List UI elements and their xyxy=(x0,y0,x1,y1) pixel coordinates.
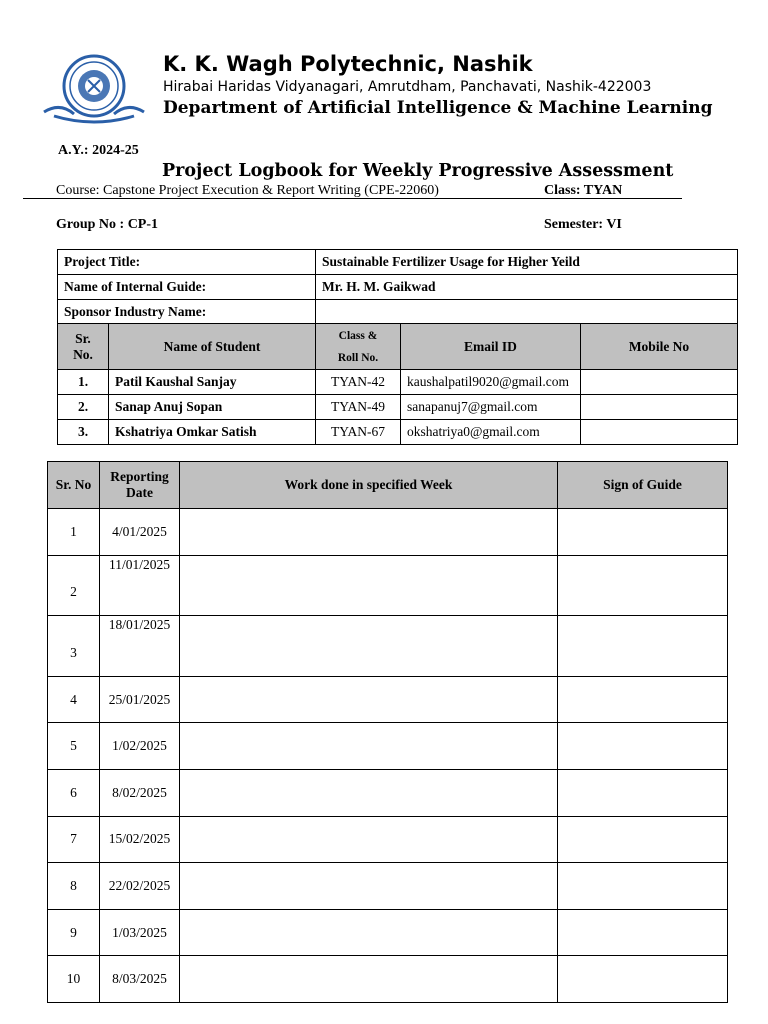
students-header-row xyxy=(58,324,738,370)
header-class-line1: Class & xyxy=(338,329,378,342)
log-date: 15/02/2025 xyxy=(100,816,180,863)
semester: Semester: VI xyxy=(544,217,622,232)
log-date: 1/03/2025 xyxy=(100,909,180,956)
log-sr: 7 xyxy=(48,816,100,863)
header-name: Name of Student xyxy=(109,324,316,370)
weekly-log-table xyxy=(47,461,728,1003)
header-sr: Sr. No. xyxy=(58,324,109,370)
header-class-roll xyxy=(316,324,401,370)
log-sign-cell xyxy=(558,909,728,956)
log-row xyxy=(48,723,728,770)
student-mobile xyxy=(581,370,738,395)
log-row xyxy=(48,956,728,1003)
student-roll: TYAN-49 xyxy=(316,395,401,420)
log-sr: 4 xyxy=(48,676,100,723)
student-sr: 1. xyxy=(58,370,109,395)
sponsor-row xyxy=(58,300,738,325)
project-title-row xyxy=(58,250,738,275)
log-date: 22/02/2025 xyxy=(100,863,180,910)
log-row xyxy=(48,909,728,956)
log-sign-cell xyxy=(558,555,728,616)
student-email: sanapanuj7@gmail.com xyxy=(401,395,581,420)
student-roll: TYAN-42 xyxy=(316,370,401,395)
student-sr: 3. xyxy=(58,420,109,445)
student-mobile xyxy=(581,395,738,420)
log-sign-cell xyxy=(558,956,728,1003)
sponsor-label: Sponsor Industry Name: xyxy=(58,300,316,325)
log-date: 8/02/2025 xyxy=(100,769,180,816)
student-row xyxy=(58,370,738,395)
log-sr: 6 xyxy=(48,769,100,816)
log-work-cell xyxy=(180,909,558,956)
sponsor-value xyxy=(316,300,738,325)
student-roll: TYAN-67 xyxy=(316,420,401,445)
course-name: Course: Capstone Project Execution & Report Writing (CPE-22060) xyxy=(56,183,439,198)
log-sr: 9 xyxy=(48,909,100,956)
log-sign-cell xyxy=(558,616,728,677)
student-row xyxy=(58,420,738,445)
group-number: Group No : CP-1 xyxy=(56,217,159,232)
guide-label: Name of Internal Guide: xyxy=(58,275,316,300)
log-row xyxy=(48,555,728,616)
log-date: 25/01/2025 xyxy=(100,676,180,723)
log-date: 18/01/2025 xyxy=(100,616,180,677)
log-row xyxy=(48,816,728,863)
log-sr: 10 xyxy=(48,956,100,1003)
academic-year: A.Y.: 2024-25 xyxy=(58,143,139,158)
student-email: okshatriya0@gmail.com xyxy=(401,420,581,445)
log-sign-cell xyxy=(558,769,728,816)
log-header-sr: Sr. No xyxy=(48,462,100,509)
student-row xyxy=(58,395,738,420)
log-header-sign: Sign of Guide xyxy=(558,462,728,509)
guide-value: Mr. H. M. Gaikwad xyxy=(316,275,738,300)
log-sign-cell xyxy=(558,509,728,556)
log-sign-cell xyxy=(558,676,728,723)
log-date: 4/01/2025 xyxy=(100,509,180,556)
student-sr: 2. xyxy=(58,395,109,420)
student-mobile xyxy=(581,420,738,445)
log-row xyxy=(48,509,728,556)
log-work-cell xyxy=(180,816,558,863)
guide-row xyxy=(58,275,738,300)
log-row xyxy=(48,769,728,816)
institute-name: K. K. Wagh Polytechnic, Nashik xyxy=(163,52,533,76)
log-date: 8/03/2025 xyxy=(100,956,180,1003)
class-name: Class: TYAN xyxy=(544,183,623,198)
log-date: 1/02/2025 xyxy=(100,723,180,770)
log-sr: 5 xyxy=(48,723,100,770)
institute-logo xyxy=(40,50,148,124)
log-sr: 2 xyxy=(48,555,100,616)
log-sign-cell xyxy=(558,723,728,770)
log-header-date: Reporting Date xyxy=(100,462,180,509)
log-sign-cell xyxy=(558,863,728,910)
document-title: Project Logbook for Weekly Progressive Assessment xyxy=(162,161,674,181)
log-header-row xyxy=(48,462,728,509)
students-table xyxy=(57,323,738,445)
log-date: 11/01/2025 xyxy=(100,555,180,616)
log-sr: 1 xyxy=(48,509,100,556)
log-work-cell xyxy=(180,509,558,556)
student-email: kaushalpatil9020@gmail.com xyxy=(401,370,581,395)
institute-address: Hirabai Haridas Vidyanagari, Amrutdham, Panchavati, Nashik-422003 xyxy=(163,79,652,95)
header-email: Email ID xyxy=(401,324,581,370)
header-mobile: Mobile No xyxy=(581,324,738,370)
log-work-cell xyxy=(180,723,558,770)
student-name: Sanap Anuj Sopan xyxy=(109,395,316,420)
log-work-cell xyxy=(180,616,558,677)
log-row xyxy=(48,863,728,910)
log-header-work: Work done in specified Week xyxy=(180,462,558,509)
department-name: Department of Artificial Intelligence & Machine Learning xyxy=(163,98,713,118)
student-name: Patil Kaushal Sanjay xyxy=(109,370,316,395)
log-work-cell xyxy=(180,956,558,1003)
log-row xyxy=(48,676,728,723)
header-class-line2: Roll No. xyxy=(337,351,379,364)
log-work-cell xyxy=(180,676,558,723)
log-work-cell xyxy=(180,863,558,910)
log-sr: 8 xyxy=(48,863,100,910)
log-row xyxy=(48,616,728,677)
project-title-label: Project Title: xyxy=(58,250,316,275)
log-sign-cell xyxy=(558,816,728,863)
student-name: Kshatriya Omkar Satish xyxy=(109,420,316,445)
project-title-value: Sustainable Fertilizer Usage for Higher Yeild xyxy=(316,250,738,275)
log-work-cell xyxy=(180,555,558,616)
log-sr: 3 xyxy=(48,616,100,677)
divider xyxy=(23,198,682,199)
project-info-table xyxy=(57,249,738,325)
log-work-cell xyxy=(180,769,558,816)
